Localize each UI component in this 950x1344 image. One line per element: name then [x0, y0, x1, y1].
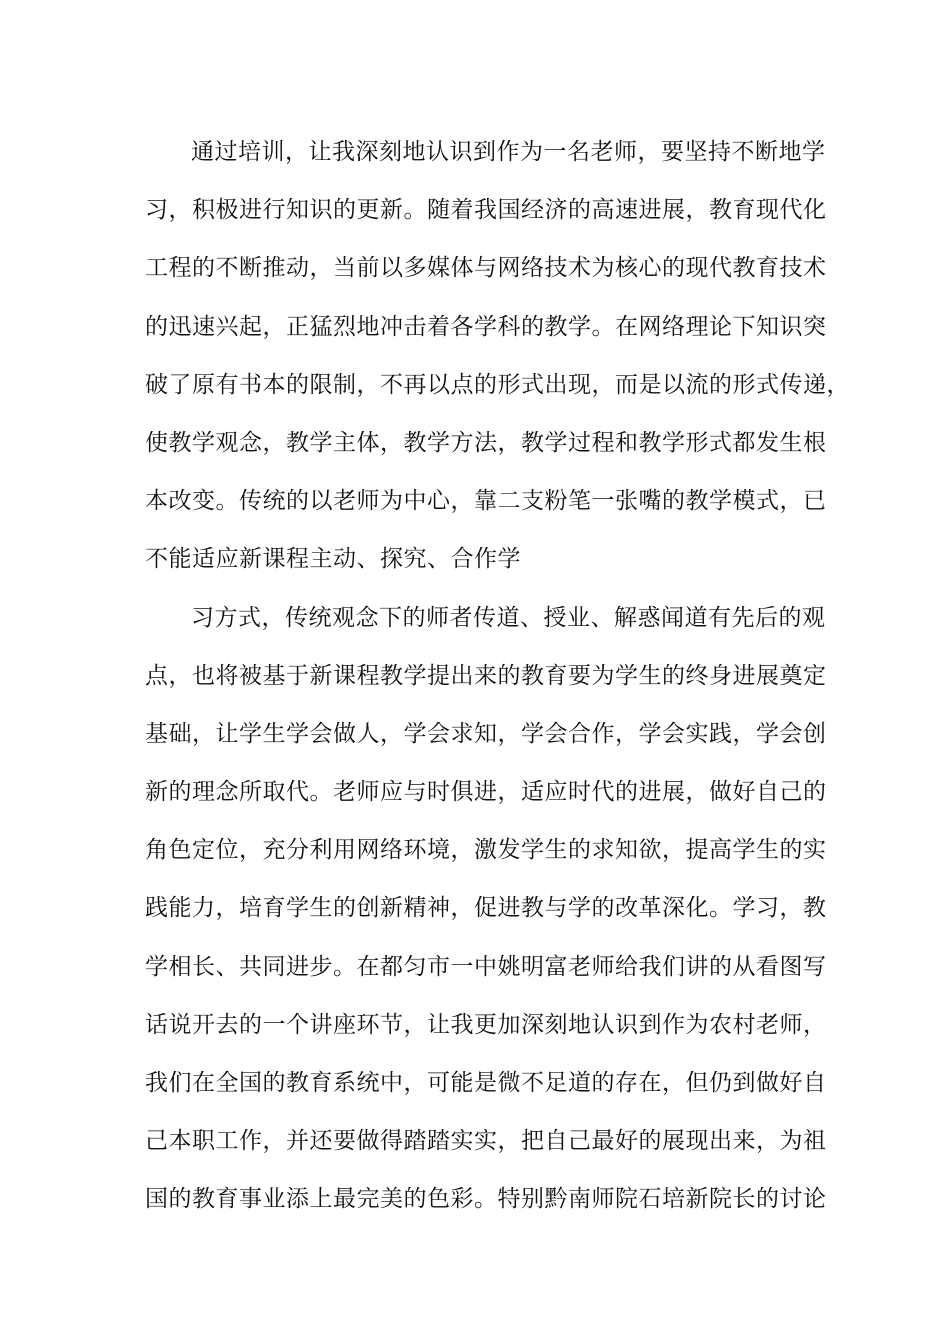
text-line: 我们在全国的教育系统中，可能是微不足道的存在，但仍到做好自: [145, 1070, 827, 1096]
text-line: 角色定位，充分利用网络环境，激发学生的求知欲，提高学生的实: [145, 837, 827, 864]
body-text: [145, 132, 850, 1238]
text-line: 破了原有书本的限制，不再以点的形式出现，而是以流的形式传递，: [145, 371, 850, 398]
text-line: 话说开去的一个讲座环节，让我更加深刻地认识到作为农村老师，: [145, 1011, 827, 1038]
text-line: 己本职工作，并还要做得踏踏实实，把自己最好的展现出来，为祖: [145, 1128, 827, 1155]
text-line: 工程的不断推动，当前以多媒体与网络技术为核心的现代教育技术: [145, 255, 827, 282]
text-line: 国的教育事业添上最完美的色彩。特别黔南师院石培新院长的讨论: [145, 1186, 827, 1213]
text-line: 践能力，培育学生的创新精神，促进教与学的改革深化。学习，教: [145, 895, 827, 922]
text-line: 基础，让学生学会做人，学会求知，学会合作，学会实践，学会创: [145, 720, 827, 747]
text-line: 的迅速兴起，正猛烈地冲击着各学科的教学。在网络理论下知识突: [145, 313, 827, 340]
text-line: 习方式，传统观念下的师者传道、授业、解惑闻道有先后的观: [191, 604, 826, 631]
text-line: 使教学观念，教学主体，教学方法，教学过程和教学形式都发生根: [145, 429, 827, 456]
text-line: 不能适应新课程主动、探究、合作学: [145, 546, 521, 573]
text-line: 新的理念所取代。老师应与时俱进，适应时代的进展，做好自己的: [145, 779, 827, 806]
text-line: 点，也将被基于新课程教学提出来的教育要为学生的终身进展奠定: [145, 662, 827, 689]
text-line: 习，积极进行知识的更新。随着我国经济的高速进展，教育现代化: [145, 197, 827, 224]
text-line: 通过培训，让我深刻地认识到作为一名老师，要坚持不断地学: [191, 139, 826, 165]
text-line: 学相长、共同进步。在都匀市一中姚明富老师给我们讲的从看图写: [145, 953, 827, 980]
text-line: 本改变。传统的以老师为中心，靠二支粉笔一张嘴的教学模式，已: [145, 488, 827, 515]
